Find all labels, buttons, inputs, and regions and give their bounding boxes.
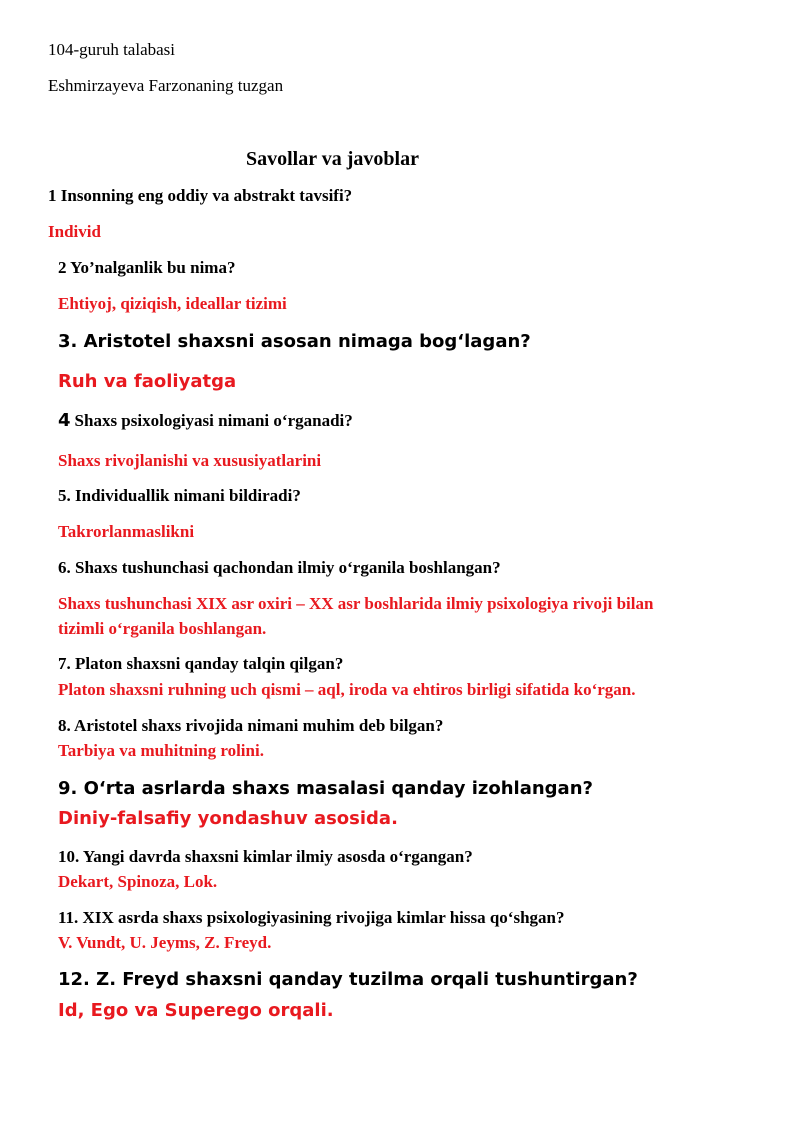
question-4-number: 4: [58, 410, 71, 431]
question-12: 12. Z. Freyd shaxsni qanday tuzilma orqali tushuntirgan?: [58, 969, 638, 990]
answer-7: Platon shaxsni ruhning uch qismi – aql, iroda va ehtiros birligi sifatida ko‘rgan.: [58, 680, 636, 699]
question-4: [58, 410, 353, 431]
page-title: Savollar va javoblar: [246, 148, 419, 170]
question-2: 2 Yo’nalganlik bu nima?: [58, 258, 236, 277]
answer-4: Shaxs rivojlanishi va xususiyatlarini: [58, 451, 322, 470]
question-3: 3. Aristotel shaxsni asosan nimaga bog‘lagan?: [58, 331, 531, 352]
answer-2: Ehtiyoj, qiziqish, ideallar tizimi: [58, 294, 287, 313]
question-10: 10. Yangi davrda shaxsni kimlar ilmiy asosda o‘rgangan?: [58, 847, 473, 866]
question-11: 11. XIX asrda shaxs psixologiyasining rivojiga kimlar hissa qo‘shgan?: [58, 908, 565, 927]
answer-6-line-2: tizimli o‘rganila boshlangan.: [58, 619, 267, 638]
answer-1: Individ: [48, 222, 101, 241]
question-7: 7. Platon shaxsni qanday talqin qilgan?: [58, 654, 344, 673]
question-5: 5. Individuallik nimani bildiradi?: [58, 486, 301, 505]
answer-5: Takrorlanmaslikni: [58, 522, 195, 541]
question-1: 1 Insonning eng oddiy va abstrakt tavsifi?: [48, 186, 353, 205]
question-8: 8. Aristotel shaxs rivojida nimani muhim deb bilgan?: [58, 716, 444, 735]
answer-9: Diniy-falsafiy yondashuv asosida.: [58, 808, 398, 829]
group-line: 104-guruh talabasi: [48, 40, 175, 59]
answer-8: Tarbiya va muhitning rolini.: [58, 741, 264, 760]
question-4-text: Shaxs psixologiyasi nimani o‘rganadi?: [74, 411, 353, 430]
answer-6-line-1: Shaxs tushunchasi XIX asr oxiri – XX asr boshlarida ilmiy psixologiya rivoji bilan: [58, 594, 654, 613]
author-line: Eshmirzayeva Farzonaning tuzgan: [48, 76, 284, 95]
question-9: 9. O‘rta asrlarda shaxs masalasi qanday izohlangan?: [58, 778, 593, 799]
answer-11: V. Vundt, U. Jeyms, Z. Freyd.: [58, 933, 272, 952]
question-6: 6. Shaxs tushunchasi qachondan ilmiy o‘rganila boshlangan?: [58, 558, 501, 577]
answer-3: Ruh va faoliyatga: [58, 371, 237, 392]
answer-12: Id, Ego va Superego orqali.: [58, 1000, 334, 1021]
answer-10: Dekart, Spinoza, Lok.: [58, 872, 218, 891]
